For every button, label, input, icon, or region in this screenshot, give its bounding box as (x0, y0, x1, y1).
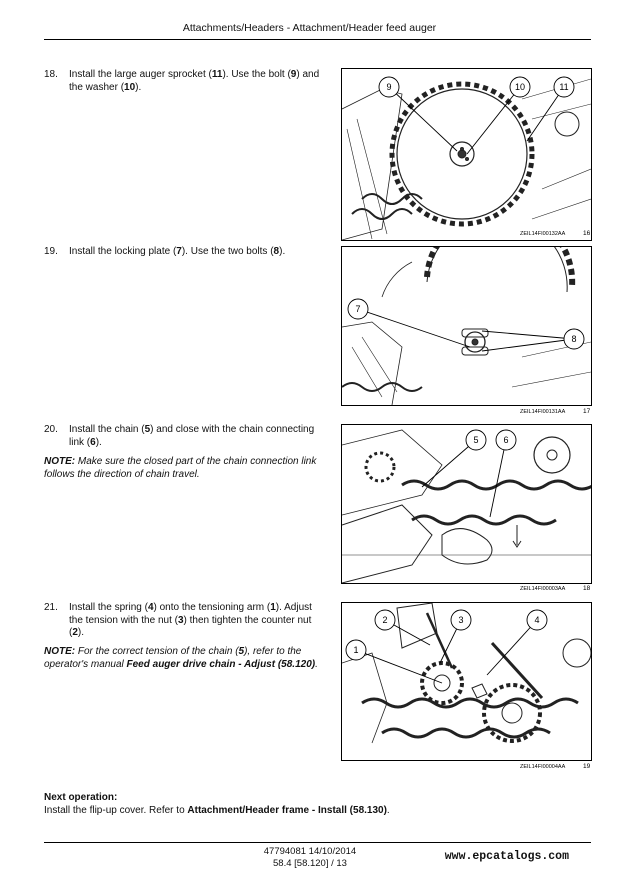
figure-code: ZEIL14FI00132AA (520, 231, 566, 237)
callout-9: 9 (386, 82, 392, 92)
next-operation-heading: Next operation: (44, 792, 118, 803)
step-20 (44, 424, 324, 449)
callout-4: 4 (534, 615, 540, 625)
figure-19 (341, 602, 592, 761)
callout-10: 10 (514, 82, 526, 92)
callout-6: 6 (503, 435, 509, 445)
figure-code: ZEIL14FI00131AA (520, 409, 566, 415)
next-operation-link[interactable]: Attachment/Header frame - Install (58.130) (187, 804, 387, 816)
step-number: 21. (44, 602, 58, 613)
figure-number: 16 (583, 230, 591, 237)
figure-code: ZEIL14FI00004AA (520, 764, 566, 770)
figure-17 (341, 246, 592, 406)
callout-11: 11 (559, 82, 569, 92)
callout-7: 7 (355, 304, 361, 314)
step-text: Install the locking plate (7). Use the two bolts (8). (69, 246, 286, 257)
figure-number: 18 (583, 585, 591, 592)
callout-1: 1 (353, 645, 359, 655)
footer-rule (44, 842, 591, 843)
figure-number: 17 (583, 408, 591, 415)
figure-number: 19 (583, 763, 591, 770)
note-step-20: NOTE: Make sure the closed part of the chain connection link follows the direction of chain travel. (44, 456, 317, 480)
footer-page-number: 58.4 [58.120] / 13 (273, 858, 347, 869)
callout-8: 8 (571, 334, 577, 344)
note-step-21: NOTE: For the correct tension of the chain (5), refer to the operator's manual Feed auger drive chain - Adjust (58.120). (44, 646, 318, 670)
callout-5: 5 (473, 435, 479, 445)
callout-3: 3 (458, 615, 464, 625)
page-header: Attachments/Headers - Attachment/Header feed auger (182, 22, 437, 34)
step-19 (44, 246, 324, 259)
header-rule (44, 39, 591, 40)
figure-16 (341, 68, 592, 241)
step-text: Install the large auger sprocket (11). Use the bolt (9) and the washer (10). (69, 69, 320, 93)
step-text: Install the spring (4) onto the tensioning arm (1). Adjust the tension with the nut (3) then tighten the counter nut (2). (69, 602, 312, 638)
step-number: 18. (44, 69, 58, 80)
figure-code: ZEIL14FI00003AA (520, 586, 566, 592)
footer-doc-id: 47794081 14/10/2014 (263, 846, 357, 857)
step-18 (44, 69, 324, 94)
step-21 (44, 602, 324, 640)
step-text: Install the chain (5) and close with the chain connecting link (6). (69, 424, 315, 448)
footer-brand: www.epcatalogs.com (444, 850, 569, 863)
figure-18 (341, 424, 592, 584)
callout-2: 2 (382, 615, 388, 625)
next-operation-text: Install the flip-up cover. Refer to Attachment/Header frame - Install (58.130). (44, 804, 390, 816)
step-number: 19. (44, 246, 58, 257)
step-number: 20. (44, 424, 58, 435)
next-operation (44, 792, 564, 817)
